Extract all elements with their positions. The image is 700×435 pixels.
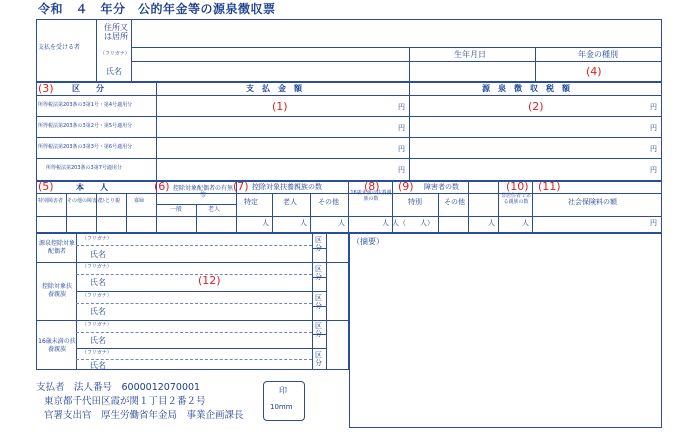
unit-special-disabled: 人（ 人） (392, 219, 434, 227)
dependents-col-other: その他 (318, 198, 339, 206)
recipient-section (36, 19, 662, 82)
family-under16-label: 16歳未満の扶養親族 (38, 338, 76, 353)
unit-person: 人 (522, 219, 529, 227)
dependents-count-label: 控除対象扶養親族の数 (252, 183, 322, 191)
yen-unit: 円 (650, 103, 657, 111)
yen-unit: 円 (650, 166, 657, 174)
seal-stamp-label: 印 (279, 386, 287, 395)
unit-person: 人 (488, 219, 495, 227)
deductions-section (36, 181, 662, 233)
family-dependents-label: 控除対象扶養親族 (41, 283, 72, 298)
yen-unit: 円 (398, 166, 405, 174)
income-category-label: 区 分 (72, 84, 104, 93)
yen-unit: 円 (398, 103, 405, 111)
income-row-label: 所得税法第203条の3第7号適用分 (46, 165, 122, 171)
disabled-count-label: 障害者の数 (424, 183, 459, 191)
family-category-label: 区分 (315, 236, 322, 253)
nonresident-count-label: 非居住者である親族の数 (500, 193, 531, 205)
insurance-amount-label: 社会保険料の額 (568, 198, 617, 206)
under16-count-label: 16歳未満の扶養親族の数 (350, 190, 392, 202)
person-label: 本 人 (76, 183, 108, 192)
yen-unit: 円 (650, 219, 657, 227)
payer-official: 官署支出官 厚生労働省年金局 事業企画課長 (44, 410, 244, 421)
marker-2: (2) (528, 100, 544, 113)
marker-12: (12) (198, 274, 221, 287)
family-category-label: 区分 (315, 294, 322, 311)
family-name-label: 氏名 (90, 250, 106, 259)
recipient-label: 支払を受ける者 (38, 44, 81, 51)
marker-7: (7) (233, 180, 249, 193)
recipient-furigana-label: （フリガナ） (100, 51, 130, 57)
yen-unit: 円 (398, 145, 405, 153)
marker-3: (3) (38, 82, 54, 95)
page-title: 令和 ４ 年分 公的年金等の源泉徴収票 (38, 2, 276, 16)
income-row-label: 所得税法第203条の3第3号・第6号適用分 (38, 144, 133, 150)
family-furigana-label: （フリガナ） (82, 264, 112, 270)
disabled-col-special: 特別 (408, 198, 422, 206)
spouse-col-general: 一般 (170, 206, 183, 213)
marker-9: (9) (398, 180, 414, 193)
yen-unit: 円 (398, 124, 405, 132)
marker-4: (4) (586, 65, 602, 78)
family-name-label: 氏名 (90, 361, 106, 370)
yen-unit: 円 (650, 145, 657, 153)
income-row-label: 所得税法第203条の3第2号・第5号適用分 (38, 123, 133, 129)
spouse-col-elderly: 老人 (208, 206, 221, 213)
unit-person: 人 (300, 219, 307, 227)
family-name-label: 氏名 (90, 278, 106, 287)
income-row-label: 所得税法第203条の3第1号・第4号適用分 (38, 102, 133, 108)
person-col-single-parent: ひとり親 (100, 198, 121, 204)
family-spouse-label: 源泉控除対象配偶者 (38, 240, 75, 255)
person-col-other-disabled: その他の障害者 (67, 198, 103, 204)
income-section (36, 82, 662, 181)
disabled-col-other: その他 (444, 198, 465, 206)
marker-5: (5) (38, 180, 54, 193)
income-withheld-label: 源 泉 徴 収 税 額 (482, 84, 570, 93)
family-category-label: 区分 (315, 322, 322, 339)
birthdate-label: 生年月日 (454, 50, 486, 59)
family-furigana-label: （フリガナ） (82, 322, 112, 328)
family-furigana-label: （フリガナ） (82, 236, 112, 242)
marker-1: (1) (272, 100, 288, 113)
dependents-col-specific: 特定 (244, 198, 258, 206)
seal-stamp-size: 10mm (270, 403, 293, 411)
dependents-col-elderly: 老人 (283, 198, 297, 206)
family-category-label: 区分 (315, 351, 322, 368)
yen-unit: 円 (650, 124, 657, 132)
remarks-label: （摘要） (352, 237, 384, 246)
marker-6: (6) (154, 180, 170, 193)
unit-person: 人 (338, 219, 345, 227)
unit-person: 人 (262, 219, 269, 227)
payer-corporate-number: 支払者 法人番号 6000012070001 (36, 382, 201, 393)
unit-person: 人 (382, 219, 389, 227)
family-name-label: 氏名 (90, 336, 106, 345)
person-col-special-disabled: 特別障害者 (38, 198, 64, 204)
family-category-label: 区分 (315, 265, 322, 282)
marker-11: (11) (538, 180, 561, 193)
marker-10: (10) (506, 180, 529, 193)
payer-address: 東京都千代田区霞が関１丁目２番２号 (44, 396, 206, 407)
family-furigana-label: （フリガナ） (82, 293, 112, 299)
person-col-widow: 寡婦 (134, 198, 145, 204)
address-label: 住所又は居所 (104, 23, 128, 42)
pension-type-label: 年金の種別 (578, 50, 618, 59)
remarks-box (349, 233, 662, 428)
family-furigana-label: （フリガナ） (82, 350, 112, 356)
family-name-label: 氏名 (90, 307, 106, 316)
spouse-status-label: 控除対象配偶者の有無等 (172, 185, 233, 200)
income-paid-label: 支 払 金 額 (246, 84, 302, 93)
seal-stamp-box (263, 381, 305, 421)
recipient-name-label: 氏名 (106, 67, 122, 76)
marker-8: (8) (364, 180, 380, 193)
